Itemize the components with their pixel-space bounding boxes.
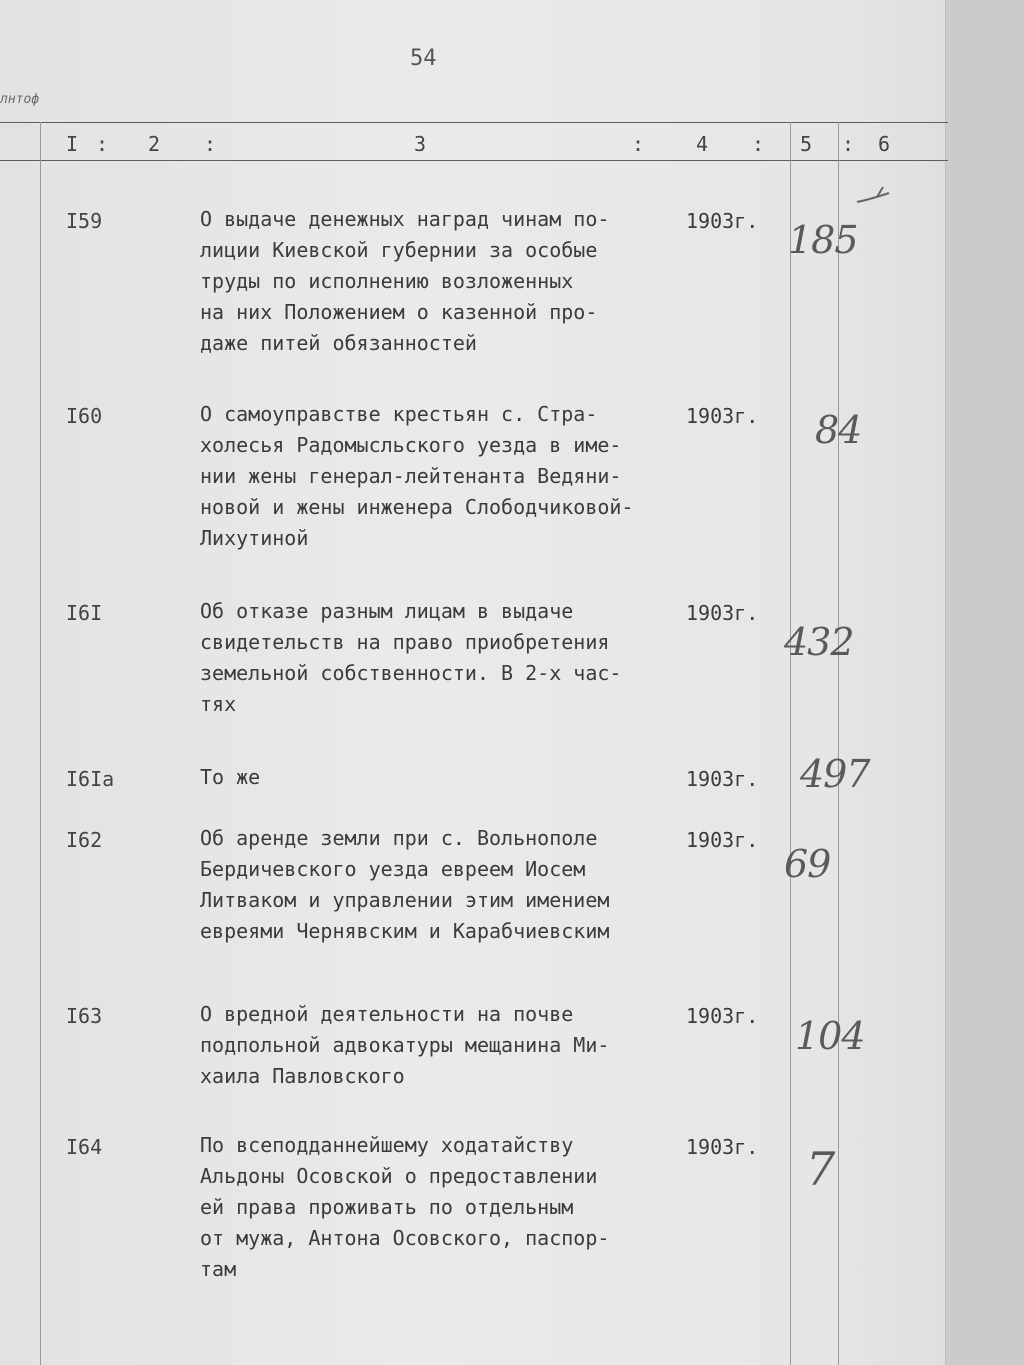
entry-title-line: земельной собственности. В 2-х час- (200, 661, 622, 685)
entry-sheet-count: 7 (806, 1142, 835, 1196)
entry-number: I6Iа (66, 767, 115, 791)
header-top-rule (0, 122, 948, 123)
pencil-mark-icon (855, 185, 891, 205)
entry-year: 1903г. (686, 404, 759, 428)
entry-title-line: даже питей обязанностей (200, 331, 477, 355)
entry-sheet-count: 432 (784, 620, 854, 664)
entry-number: I64 (66, 1135, 103, 1159)
entry-title (200, 399, 690, 554)
entry-sheet-count: 104 (795, 1014, 865, 1058)
col-separator: : (752, 132, 765, 156)
entry-title-line: ей права проживать по отдельным (200, 1195, 574, 1219)
entry-title-line: Бердичевского уезда евреем Иосем (200, 857, 586, 881)
entry-title-line: О выдаче денежных наград чинам по- (200, 207, 610, 231)
entry-title-line: Об отказе разным лицам в выдаче (200, 599, 574, 623)
entry-title-line: тях (200, 692, 237, 716)
entry-title (200, 596, 690, 720)
col-header-2: 2 (148, 132, 161, 156)
col-header-6: 6 (878, 132, 891, 156)
entry-number: I6I (66, 601, 103, 625)
entry-title-line: Литваком и управлении этим имением (200, 888, 610, 912)
entry-year: 1903г. (686, 1135, 759, 1159)
entry-year: 1903г. (686, 1004, 759, 1028)
col-header-4: 4 (696, 132, 709, 156)
entry-title-line: хаила Павловского (200, 1064, 405, 1088)
entry-title-line: нии жены генерал-лейтенанта Ведяни- (200, 464, 622, 488)
entry-title (200, 823, 690, 947)
column-divider (790, 122, 791, 1365)
entry-title-line: подпольной адвокатуры мещанина Ми- (200, 1033, 610, 1057)
page-number: 54 (410, 46, 437, 71)
entry-year: 1903г. (686, 828, 759, 852)
entry-number: I62 (66, 828, 103, 852)
entry-title-line: свидетельств на право приобретения (200, 630, 610, 654)
column-divider (40, 122, 41, 1365)
entry-title-line: труды по исполнению возложенных (200, 269, 574, 293)
entry-title-line: О самоуправстве крестьян с. Стра- (200, 402, 598, 426)
paper-edge (945, 0, 1024, 1365)
col-header-1: I (66, 132, 79, 156)
entry-title-line: лиции Киевской губернии за особые (200, 238, 598, 262)
entry-sheet-count: 185 (788, 218, 858, 262)
entry-title-line: холесья Радомысльского уезда в име- (200, 433, 622, 457)
col-separator: : (204, 132, 217, 156)
entry-title-line: там (200, 1257, 237, 1281)
entry-title-line: евреями Чернявским и Карабчиевским (200, 919, 610, 943)
header-bottom-rule (0, 160, 948, 161)
entry-title-line: Лихутиной (200, 526, 309, 550)
column-divider (838, 122, 839, 1365)
entry-title-line: То же (200, 765, 261, 789)
entry-number: I63 (66, 1004, 103, 1028)
entry-year: 1903г. (686, 209, 759, 233)
entry-title-line: на них Положением о казенной про- (200, 300, 598, 324)
entry-sheet-count: 497 (800, 752, 870, 796)
entry-year: 1903г. (686, 767, 759, 791)
entry-sheet-count: 69 (784, 842, 831, 886)
entry-title (200, 1130, 690, 1285)
entry-title-line: от мужа, Антона Осовского, паспор- (200, 1226, 610, 1250)
entry-number: I59 (66, 209, 103, 233)
entry-sheet-count: 84 (815, 408, 862, 452)
entry-year: 1903г. (686, 601, 759, 625)
entry-title-line: О вредной деятельности на почве (200, 1002, 574, 1026)
col-header-5: 5 (800, 132, 813, 156)
entry-title (200, 999, 690, 1092)
col-separator: : (842, 132, 855, 156)
col-separator: : (632, 132, 645, 156)
entry-number: I60 (66, 404, 103, 428)
col-header-3: 3 (414, 132, 427, 156)
entry-title-line: Альдоны Осовской о предоставлении (200, 1164, 598, 1188)
col-separator: : (96, 132, 109, 156)
entry-title-line: новой и жены инженера Слободчиковой- (200, 495, 634, 519)
entry-title (200, 204, 690, 359)
entry-title-line: Об аренде земли при с. Вольнополе (200, 826, 598, 850)
corner-stamp: лнтоф (0, 92, 40, 107)
entry-title-line: По всеподданнейшему ходатайству (200, 1133, 574, 1157)
entry-title (200, 762, 690, 793)
